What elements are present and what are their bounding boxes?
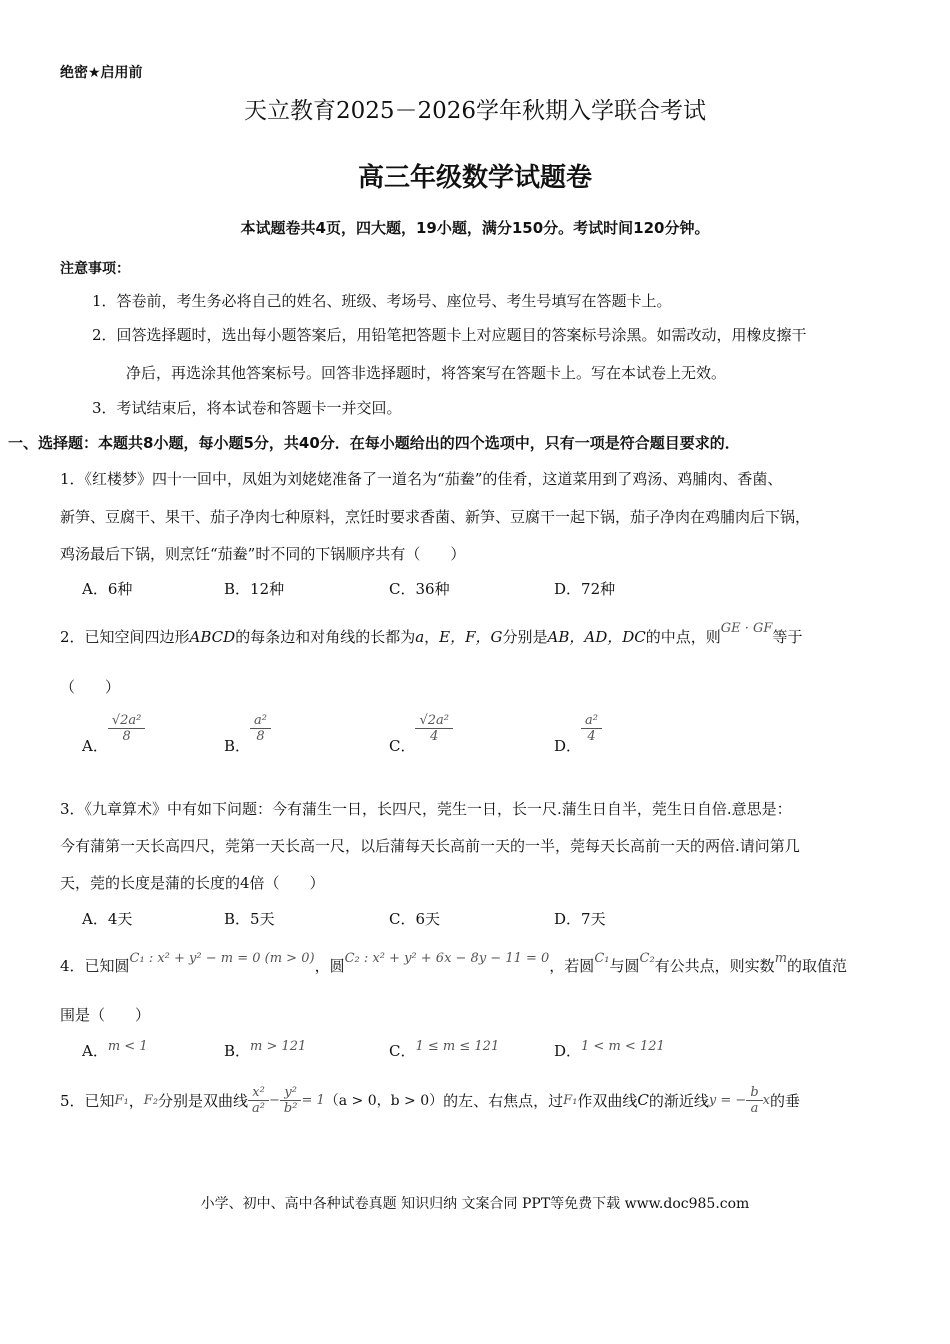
q5-stem: 5．已知 F₁ ， F₂ 分别是双曲线 $\frac{\text{x²}}{\text{a²}}$ − $\frac{\text{y²}}{\text{b²}}$ = 1 （a > 0，b > 0） 的左、右焦点，过 F₁ 作双曲线 C 的渐近线 y = − $\frac{b}{a}$ x 的垂 [60,1084,801,1116]
q2-option-b: B． $\frac{\text{a²}}{8}$ [224,713,271,744]
paper-title: 高三年级数学试题卷 [357,163,592,193]
q3-option-d: D．7天 [554,910,606,928]
q4-option-d: D．1 < m < 121 [554,1039,665,1060]
q4-option-a: A．m < 1 [82,1039,148,1060]
q1-line-1: 1．《红楼梦》四十一回中，凤姐为刘姥姥准备了一道名为“茄鲞”的佳肴，这道菜用到了鸡汤、鸡脯肉、香菌、 [60,470,783,488]
section-heading: 一、选择题：本题共8小题，每小题5分，共40分．在每小题给出的四个选项中，只有一项是符合题目要求的． [8,434,740,452]
notice-item-2-cont: 净后，再选涂其他答案标号。回答非选择题时，将答案写在答题卡上。写在本试卷上无效。 [126,364,727,382]
q5-hyperbola-x-term: $\frac{\text{x²}}{\text{a²}}$ [248,1085,269,1116]
confidential-mark: 绝密★启用前 [60,65,143,81]
q2-option-a: A． $\frac{\text{√2a²}}{8}$ [82,713,145,744]
q4-option-c: C．1 ≤ m ≤ 121 [389,1039,500,1060]
notice-item-1: 1．答卷前，考生务必将自己的姓名、班级、考场号、座位号、考生号填写在答题卡上。 [92,292,672,310]
q3-option-b: B．5天 [224,910,275,928]
q4-line-2: 围是（ ） [60,1006,151,1024]
q1-option-b: B．12种 [224,580,285,598]
q3-line-1: 3．《九章算术》中有如下问题：今有蒲生一日，长四尺，莞生一日，长一尺.蒲生日自半，莞生日自倍.意思是： [60,800,792,818]
q1-option-a: A．6种 [82,580,133,598]
paper-info: 本试题卷共4页，四大题，19小题，满分150分。考试时间120分钟。 [240,219,710,237]
q4-c1-equation: C₁ : x² + y² − m = 0 (m > 0) [129,951,315,966]
q5-asymptote-slope: $\frac{b}{a}$ [746,1085,762,1116]
notice-heading: 注意事项： [60,261,130,277]
q4-option-b: B．m > 121 [224,1039,307,1060]
q2-vector-expr: GE · GF [720,621,773,636]
q5-hyperbola-y-term: $\frac{\text{y²}}{\text{b²}}$ [280,1085,302,1116]
exam-title: 天立教育2025－2026学年秋期入学联合考试 [243,98,707,124]
q3-option-c: C．6天 [389,910,441,928]
notice-item-3: 3．考试结束后，将本试卷和答题卡一并交回。 [92,399,402,417]
q2-option-c: C． $\frac{\text{√2a²}}{4}$ [389,713,453,744]
q1-line-3: 鸡汤最后下锅，则烹饪“茄鲞”时不同的下锅顺序共有（ ） [60,545,466,563]
q1-line-2: 新笋、豆腐干、果干、茄子净肉七种原料，烹饪时要求香菌、新笋、豆腐干一起下锅，茄子净肉在鸡脯肉后下锅， [60,508,811,526]
footer: 小学、初中、高中各种试卷真题 知识归纳 文案合同 PPT等免费下载 www.doc985.com [200,1196,750,1212]
q4-stem: 4．已知圆C₁ : x² + y² − m = 0 (m > 0)，圆C₂ : x² + y² + 6x − 8y − 11 = 0，若圆C₁与圆C₂有公共点，则实数m的取值范 [60,951,848,975]
q1-option-c: C．36种 [389,580,450,598]
q2-option-d: D． $\frac{\text{a²}}{4}$ [554,713,602,744]
notice-item-2: 2．回答选择题时，选出每小题答案后，用铅笔把答题卡上对应题目的答案标号涂黑。如需改动，用橡皮擦干 [92,326,807,344]
q3-option-a: A．4天 [82,910,133,928]
q3-line-3: 天，莞的长度是蒲的长度的4倍（ ） [60,874,325,892]
q3-line-2: 今有蒲第一天长高四尺，莞第一天长高一尺，以后蒲每天长高前一天的一半，莞每天长高前一天的两倍.请问第几 [60,837,800,855]
q2-paren: （ ） [60,678,121,696]
q2-stem: 2．已知空间四边形ABCD的每条边和对角线的长都为a，E，F，G分别是AB，AD，DC的中点，则GE · GF等于 [60,621,803,646]
q4-c2-equation: C₂ : x² + y² + 6x − 8y − 11 = 0 [344,951,550,966]
q1-option-d: D．72种 [554,580,616,598]
